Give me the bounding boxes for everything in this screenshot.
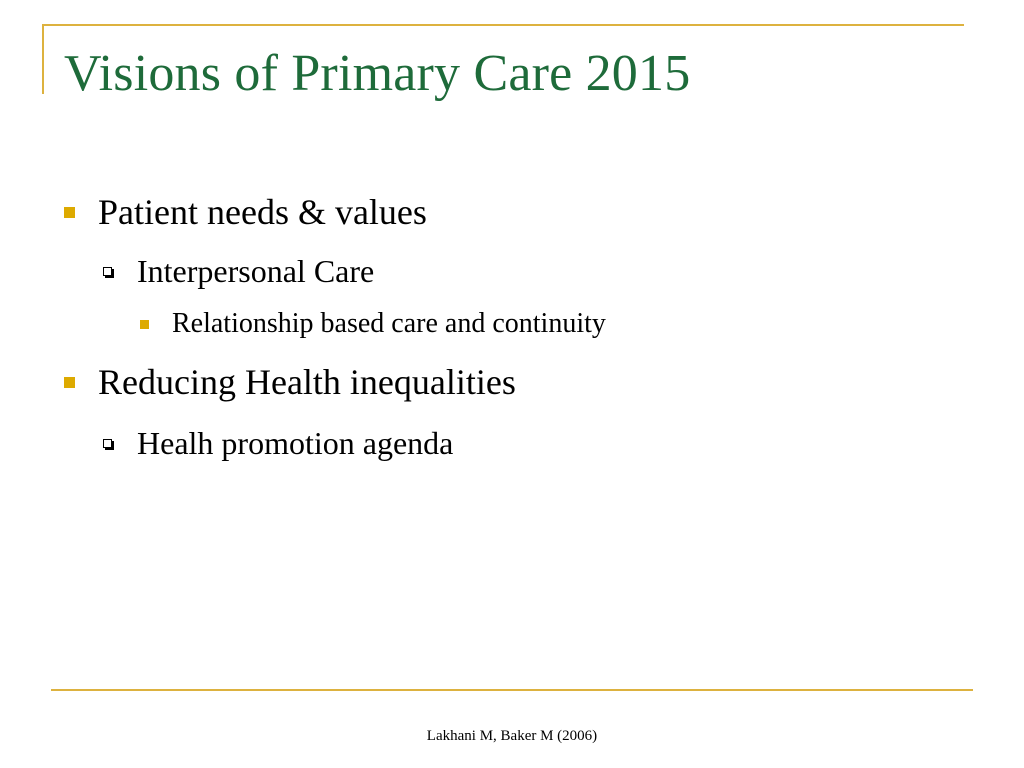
bullet-text: Interpersonal Care [137, 253, 375, 289]
bullet-item-interpersonal-care [103, 252, 374, 290]
bullet-item-health-promotion [103, 424, 453, 462]
bullet-text: Patient needs & values [98, 192, 427, 232]
square-bullet-icon [64, 377, 75, 388]
bullet-item-relationship-care [140, 307, 606, 341]
slide-title: Visions of Primary Care 2015 [64, 45, 691, 102]
footer-divider [51, 689, 973, 691]
bullet-text: Reducing Health inequalities [98, 362, 516, 402]
square-bullet-icon [140, 320, 149, 329]
footer-citation: Lakhani M, Baker M (2006) [426, 728, 598, 744]
square-bullet-icon [64, 207, 75, 218]
bullet-item-patient-needs [64, 191, 427, 233]
hollow-square-bullet-icon [103, 439, 112, 448]
bullet-text: Healh promotion agenda [137, 425, 454, 461]
bullet-text: Relationship based care and continuity [172, 308, 606, 339]
hollow-square-bullet-icon [103, 267, 112, 276]
bullet-item-health-inequalities [64, 361, 516, 403]
